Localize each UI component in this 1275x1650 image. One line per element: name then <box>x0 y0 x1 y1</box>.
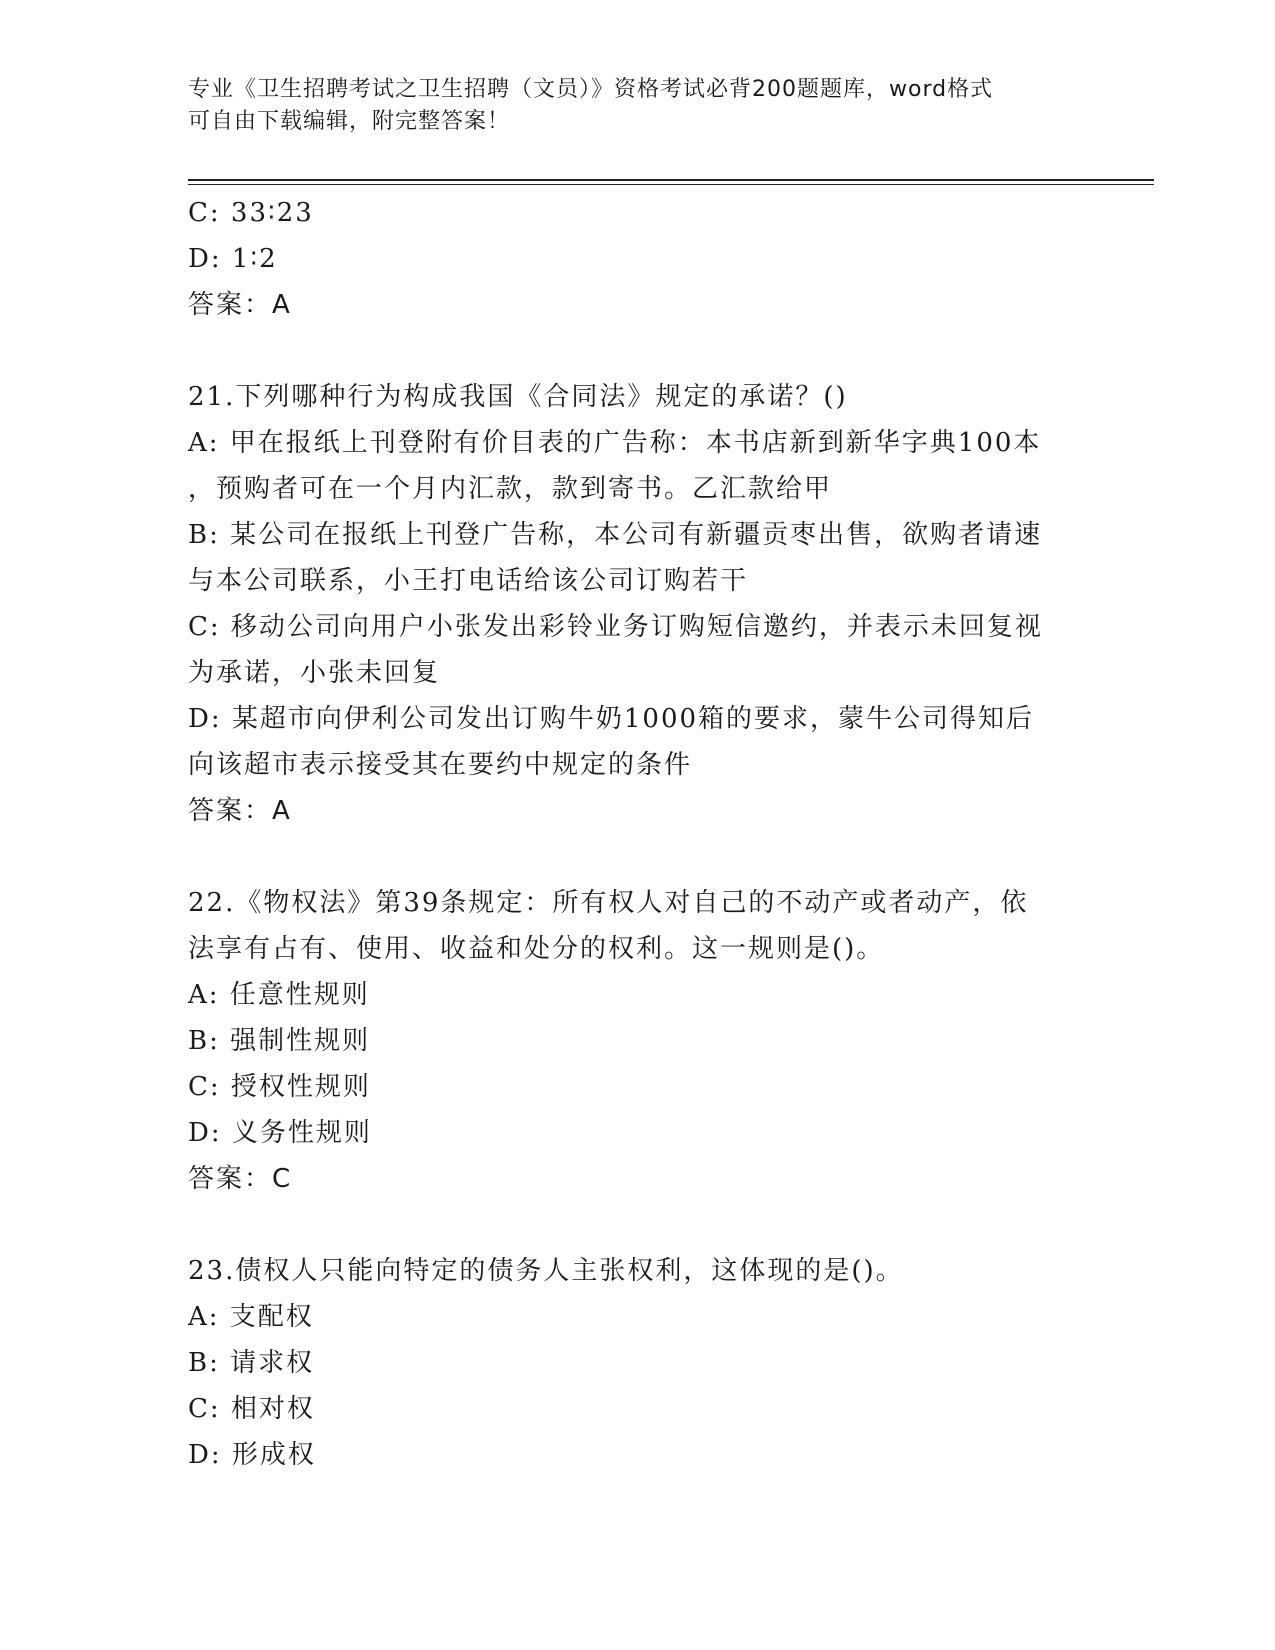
question-line: ，预购者可在一个月内汇款，款到寄书。乙汇款给甲 <box>188 474 833 504</box>
header-line-2: 可自由下载编辑，附完整答案！ <box>188 109 511 134</box>
question-block <box>188 374 1088 834</box>
question-content <box>188 190 1088 1478</box>
question-line: 22.《物权法》第39条规定：所有权人对自己的不动产或者动产，依 <box>188 888 1029 918</box>
question-block <box>188 880 1088 1202</box>
block-spacer <box>188 1202 1088 1248</box>
header-rule-thick <box>188 179 1154 181</box>
question-line: D: 形成权 <box>188 1440 316 1470</box>
question-line: D: 义务性规则 <box>188 1118 372 1148</box>
question-line: 23.债权人只能向特定的债务人主张权利，这体现的是()。 <box>188 1256 904 1286</box>
question-line: D: 某超市向伊利公司发出订购牛奶1000箱的要求，蒙牛公司得知后 <box>188 704 1035 734</box>
question-line: B: 某公司在报纸上刊登广告称，本公司有新疆贡枣出售，欲购者请速 <box>188 520 1043 550</box>
question-line: B: 强制性规则 <box>188 1026 371 1056</box>
question-line: C: 授权性规则 <box>188 1072 371 1102</box>
question-line: 向该超市表示接受其在要约中规定的条件 <box>188 750 693 780</box>
answer-line: 答案：A <box>188 796 292 826</box>
question-line: C: 相对权 <box>188 1394 315 1424</box>
question-line: D: 1∶2 <box>188 244 278 274</box>
question-line: A: 任意性规则 <box>188 980 370 1010</box>
question-line: C: 移动公司向用户小张发出彩铃业务订购短信邀约，并表示未回复视 <box>188 612 1043 642</box>
document-header <box>188 74 1068 138</box>
question-line: 21.下列哪种行为构成我国《合同法》规定的承诺？() <box>188 382 848 412</box>
question-line: 为承诺，小张未回复 <box>188 658 441 688</box>
answer-line: 答案：C <box>188 1164 293 1194</box>
block-spacer <box>188 834 1088 880</box>
block-spacer <box>188 328 1088 374</box>
question-line: B: 请求权 <box>188 1348 315 1378</box>
question-block <box>188 1248 1088 1478</box>
header-rule-thin <box>188 184 1154 185</box>
question-block <box>188 190 1088 328</box>
question-line: A: 支配权 <box>188 1302 314 1332</box>
answer-line: 答案：A <box>188 290 292 320</box>
question-line: 与本公司联系，小王打电话给该公司订购若干 <box>188 566 749 596</box>
question-line: A: 甲在报纸上刊登附有价目表的广告称：本书店新到新华字典100本 <box>188 428 1042 458</box>
header-line-1: 专业《卫生招聘考试之卫生招聘（文员）》资格考试必背200题题库，word格式 <box>188 77 994 102</box>
question-line: 法享有占有、使用、收益和处分的权利。这一规则是()。 <box>188 934 885 964</box>
question-line: C: 33∶23 <box>188 198 314 228</box>
